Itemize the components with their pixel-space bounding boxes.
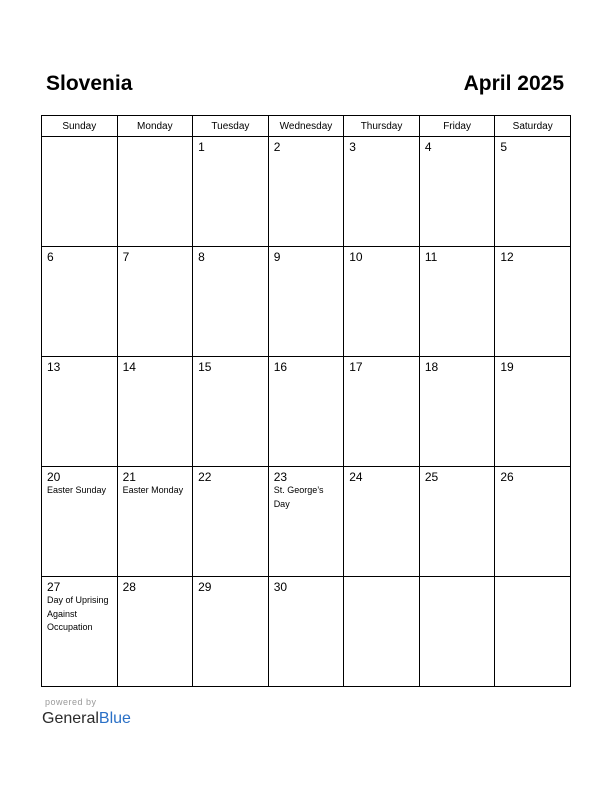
weekday-header: Tuesday (193, 116, 269, 137)
day-cell (42, 467, 118, 577)
day-number: 20 (47, 470, 61, 484)
day-cell (344, 357, 420, 467)
day-number: 3 (349, 140, 356, 154)
day-number: 10 (349, 250, 363, 264)
day-number: 23 (273, 470, 288, 484)
day-number: 11 (424, 250, 438, 264)
day-number: 19 (500, 360, 514, 374)
day-number (495, 577, 570, 580)
day-cell (193, 247, 269, 357)
day-number: 30 (273, 580, 288, 594)
day-cell (42, 247, 118, 357)
day-number: 15 (198, 360, 212, 374)
day-cell (344, 467, 420, 577)
weekday-header-row (42, 116, 571, 137)
day-cell (419, 577, 495, 687)
day-cell (495, 467, 571, 577)
day-cell (268, 357, 344, 467)
day-number: 14 (122, 360, 136, 374)
day-number: 21 (122, 470, 136, 484)
weekday-header: Wednesday (268, 116, 344, 137)
day-cell (117, 357, 193, 467)
day-cell (344, 247, 420, 357)
day-number: 24 (349, 470, 363, 484)
week-row (42, 577, 571, 687)
day-number: 22 (198, 470, 212, 484)
day-number: 9 (273, 250, 281, 264)
day-cell (42, 357, 118, 467)
day-number: 1 (198, 140, 205, 154)
month-year-title: April 2025 (463, 72, 564, 95)
footer-branding (42, 697, 131, 729)
powered-by-text: powered by (45, 697, 97, 707)
country-title: Slovenia (46, 72, 133, 95)
day-cell (419, 467, 495, 577)
weekday-header: Saturday (495, 116, 571, 137)
holiday-label: Easter Monday (122, 485, 184, 495)
holiday-label: Easter Sunday (47, 485, 107, 495)
day-number: 4 (424, 140, 432, 154)
day-cell (419, 357, 495, 467)
day-cell (117, 137, 193, 247)
day-number: 13 (47, 360, 61, 374)
day-number: 12 (500, 250, 514, 264)
day-number: 16 (273, 360, 288, 374)
week-row (42, 247, 571, 357)
calendar-grid (41, 115, 571, 687)
day-cell (42, 137, 118, 247)
day-number (42, 137, 117, 140)
day-cell (419, 247, 495, 357)
day-number: 6 (47, 250, 54, 264)
day-cell (193, 577, 269, 687)
day-cell (344, 137, 420, 247)
day-cell (193, 467, 269, 577)
day-cell (495, 577, 571, 687)
weekday-header: Friday (419, 116, 495, 137)
day-cell (495, 137, 571, 247)
day-number: 5 (500, 140, 508, 154)
day-number: 2 (273, 140, 281, 154)
day-cell (268, 467, 344, 577)
day-number: 8 (198, 250, 205, 264)
day-cell (193, 357, 269, 467)
weekday-header: Monday (117, 116, 193, 137)
brand-general: General (42, 710, 99, 727)
day-number: 28 (122, 580, 136, 594)
day-number: 17 (349, 360, 363, 374)
week-row (42, 357, 571, 467)
day-cell (268, 577, 344, 687)
week-row (42, 467, 571, 577)
day-number: 29 (198, 580, 212, 594)
day-number (344, 577, 419, 580)
brand-blue: Blue (98, 710, 131, 727)
day-cell (268, 137, 344, 247)
holiday-label: Day of Uprising Against Occupation (47, 595, 109, 632)
week-row (42, 137, 571, 247)
holiday-label: St. George’s Day (273, 485, 324, 509)
day-number: 18 (424, 360, 439, 374)
generalblue-logo (42, 709, 131, 729)
day-cell (495, 357, 571, 467)
day-cell (117, 247, 193, 357)
day-cell (495, 247, 571, 357)
day-number: 7 (122, 250, 130, 264)
day-cell (344, 577, 420, 687)
day-number: 25 (424, 470, 439, 484)
day-cell (419, 137, 495, 247)
day-cell (117, 467, 193, 577)
day-cell (42, 577, 118, 687)
day-number (420, 577, 495, 580)
day-cell (268, 247, 344, 357)
weekday-header: Thursday (344, 116, 420, 137)
weekday-header: Sunday (42, 116, 118, 137)
day-number (118, 137, 193, 140)
day-number: 27 (47, 580, 61, 594)
day-number: 26 (500, 470, 514, 484)
day-cell (193, 137, 269, 247)
day-cell (117, 577, 193, 687)
